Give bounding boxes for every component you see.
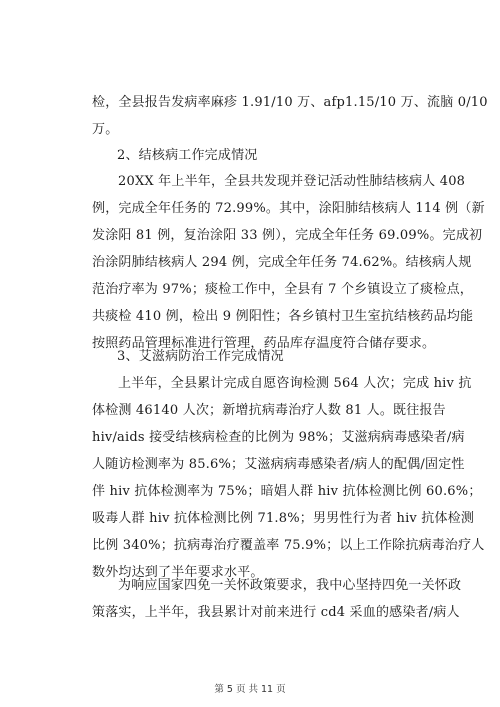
heading-text: 2、结核病工作完成情况 [117,148,258,163]
text-line: 体检测 46140 人次；新增抗病毒治疗人数 81 人。既往报告 [92,403,446,418]
text-line: 人随访检测率为 85.6%；艾滋病病毒感染者/病人的配偶/固定性 [92,457,465,472]
paragraph-tuberculosis [92,168,485,357]
text-line: hiv/aids 接受结核病检查的比例为 98%；艾滋病病毒感染者/病 [92,430,465,445]
text-line: 范治疗率为 97%；痰检工作中，全县有 7 个乡镇设立了痰检点， [92,282,473,297]
section-heading-aids [117,343,447,370]
text-line: 例，完成全年任务的 72.99%。其中，涂阳肺结核病人 114 例（新 [92,201,485,216]
text-line: 上半年，全县累计完成自愿咨询检测 564 人次；完成 hiv 抗 [118,376,472,391]
text-line: 共痰检 410 例，检出 9 例阳性；各乡镇村卫生室抗结核药品均能 [92,309,474,324]
section-heading-tuberculosis [117,142,447,169]
text-line: 治涂阴肺结核病人 294 例，完成全年任务 74.62%。结核病人规 [92,255,472,270]
text-line: 检，全县报告发病率麻疹 1.91/10 万、afp1.15/10 万、流脑 0/10 [92,95,488,110]
text-line: 为响应国家四免一关怀政策要求，我中心坚持四免一关怀政 [118,578,462,593]
text-line: 发涂阳 81 例，复治涂阳 33 例），完成全年任务 69.09%。完成初 [92,228,483,243]
text-line: 伴 hiv 抗体检测率为 75%；暗娼人群 hiv 抗体检测比例 60.6%； [92,484,482,499]
text-line: 策落实，上半年，我县累计对前来进行 cd4 采血的感染者/病人 [92,605,460,620]
text-line: 比例 340%；抗病毒治疗覆盖率 75.9%；以上工作除抗病毒治疗人 [92,538,485,553]
paragraph-four-free-one-care [92,572,462,626]
text-line: 吸毒人群 hiv 抗体检测比例 71.8%；男男性行为者 hiv 抗体检测 [92,511,475,526]
heading-text: 3、艾滋病防治工作完成情况 [117,349,284,364]
text-line: 20XX 年上半年，全县共发现并登记活动性肺结核病人 408 [118,174,466,189]
page-footer: 第 5 页 共 11 页 [214,684,286,695]
text-line: 万。 [92,122,119,137]
paragraph-disease-rates [92,89,488,143]
text-line: 数外均达到了半年要求水平。 [92,565,264,580]
text-line: 按照药品管理标准进行管理，药品库存温度符合储存要求。 [92,336,436,351]
